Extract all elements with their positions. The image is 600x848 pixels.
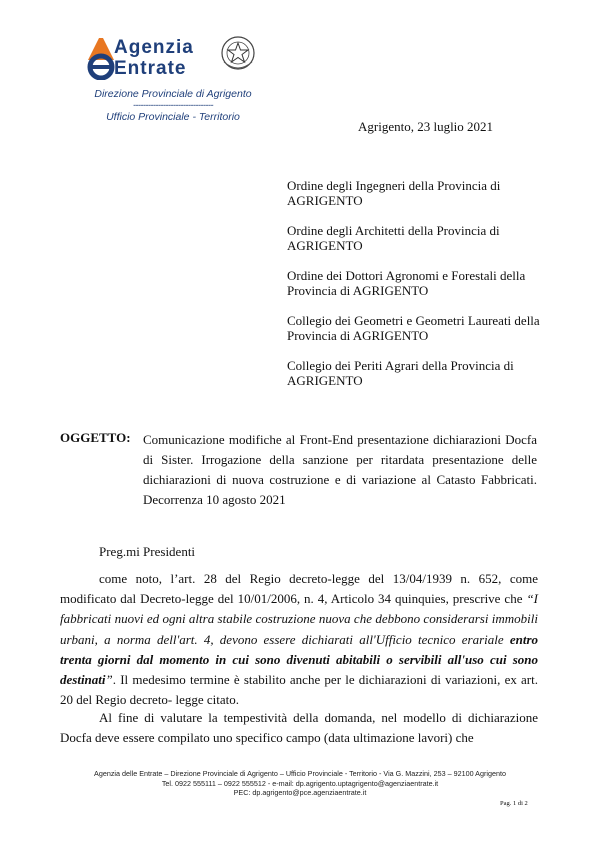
footer-address: Agenzia delle Entrate – Direzione Provinciale di Agrigento – Ufficio Provinciale - Territorio - Via G. Mazzini, 253 – 92100 Agrigento — [94, 769, 506, 778]
republic-seal-icon — [219, 32, 257, 74]
salutation: Preg.mi Presidenti — [99, 544, 196, 559]
body-paragraph — [60, 569, 538, 710]
body-paragraph: Al fine di valutare la tempestività della domanda, nel modello di dichiarazione Docfa deve essere compilato uno specifico campo (data ultimazione lavori) che — [60, 710, 538, 746]
recipient-item: Ordine degli Architetti della Provincia di AGRIGENTO — [287, 223, 500, 253]
paragraph-tail: . Il medesimo termine è stabilito anche per le dichiarazioni di variazioni, ex art. 20 del Regio decreto- legge citato. — [60, 672, 538, 708]
footer-contacts: Tel. 0922 555111 – 0922 555512 - e-mail: dp.agrigento.uptagrigento@agenziaentrate.it — [161, 778, 439, 788]
subject-text: Comunicazione modifiche al Front-End presentazione dichiarazioni Docfa di Sister. Irrogazione della sanzione per ritardata presentazione delle dichiarazioni di nuova costruzione e di variazione al Catasto Fabbricati. Decorrenza 10 agosto 2021 — [143, 432, 537, 507]
recipient-item: Ordine dei Dottori Agronomi e Forestali della Provincia di AGRIGENTO — [287, 268, 526, 298]
letter-date: Agrigento, 23 luglio 2021 — [358, 119, 494, 134]
subject-label: OGGETTO: — [60, 430, 131, 445]
recipient-item: Ordine degli Ingegneri della Provincia di AGRIGENTO — [287, 178, 501, 208]
office-name: Ufficio Provinciale - Territorio — [106, 111, 240, 123]
agency-emblem-icon — [84, 34, 118, 80]
recipient-item: Collegio dei Periti Agrari della Provincia di AGRIGENTO — [287, 358, 514, 388]
logo-text-top: Agenzia — [114, 37, 194, 58]
page-number: Pag. 1 di 2 — [500, 800, 528, 807]
law-quote-emphasis: entro trenta giorni dal momento in cui sono divenuti abitabili o servibili all'uso cui sono destinati — [60, 631, 538, 688]
recipient-item: Collegio dei Geometri e Geometri Laureati della Provincia di AGRIGENTO — [287, 313, 540, 343]
logo-text-bottom: Entrate — [114, 58, 187, 79]
header-separator: -------------------------------- — [133, 100, 213, 110]
law-quote: “I fabbricati nuovi ed ogni altra stabile costruzione nuova che debbono considerarsi immobili urbani, a norma dell'art. 4, devono essere dichiarati all'Ufficio tecnico erariale — [60, 591, 538, 647]
page-footer — [20, 769, 580, 798]
agency-logo — [84, 32, 260, 84]
law-quote-close: ” — [105, 672, 113, 688]
recipients-list — [287, 178, 547, 403]
footer-pec: PEC: dp.agrigento@pce.agenziaentrate.it — [233, 788, 367, 797]
paragraph-intro: come noto, l’art. 28 del Regio decreto-legge del 13/04/1939 n. 652, come modificato dal Decreto-legge del 10/01/2006, n. 4, Articolo 34 quinquies, prescrive che — [60, 571, 538, 607]
department-name: Direzione Provinciale di Agrigento — [94, 88, 252, 100]
